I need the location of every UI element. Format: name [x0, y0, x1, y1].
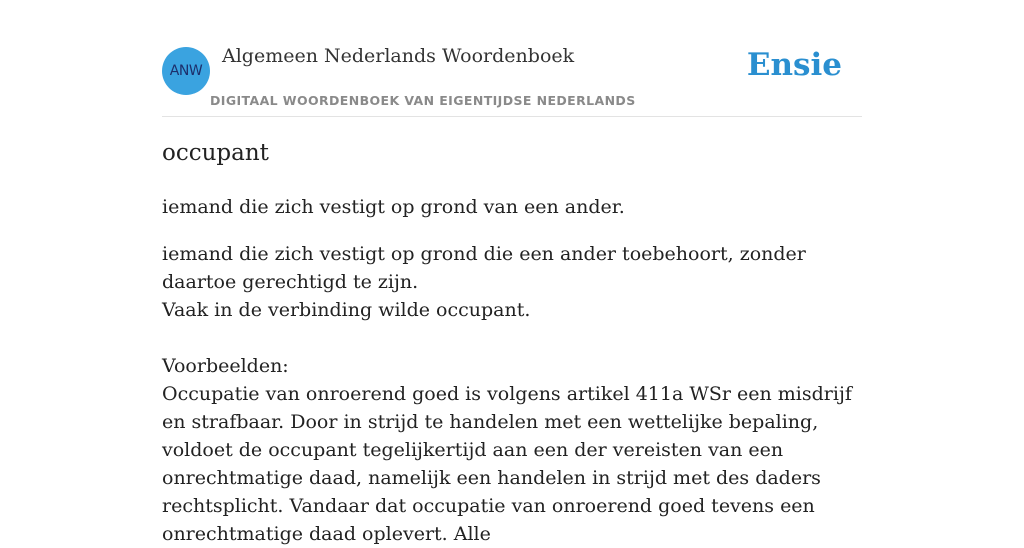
explanation-text: iemand die zich vestigt op grond die een ander toebehoort, zonder daartoe gerechtigd te zijn. — [162, 243, 806, 293]
anw-logo-text: ANW — [169, 63, 203, 79]
entry-explanation — [162, 240, 852, 548]
spacer — [162, 324, 852, 352]
entry-card — [162, 0, 862, 545]
source-title[interactable]: Algemeen Nederlands Woordenboek — [222, 45, 575, 67]
source-header — [162, 0, 862, 117]
example-text: Occupatie van onroerend goed is volgens artikel 411a WSr een misdrijf en strafbaar. Door in strijd te handelen met een wettelijke bepaling, voldoet de occupant tegelijkertijd aan een der vereisten van een onrechtmatige daad, namelijk een handelen in strijd met des daders rechtsplicht. Vandaar dat occupatie van onroerend goed tevens een onrechtmatige daad oplevert. Alle — [162, 383, 852, 545]
entry-definition: iemand die zich vestigt op grond van een ander. — [162, 196, 625, 218]
source-subtitle: DIGITAAL WOORDENBOEK VAN EIGENTIJDSE NEDERLANDS — [210, 93, 636, 108]
explanation-usage-note: Vaak in de verbinding wilde occupant. — [162, 299, 531, 321]
anw-logo[interactable] — [162, 47, 210, 95]
entry-term: occupant — [162, 140, 269, 166]
ensie-brand-logo[interactable]: Ensie — [746, 47, 842, 83]
examples-label: Voorbeelden: — [162, 355, 289, 377]
